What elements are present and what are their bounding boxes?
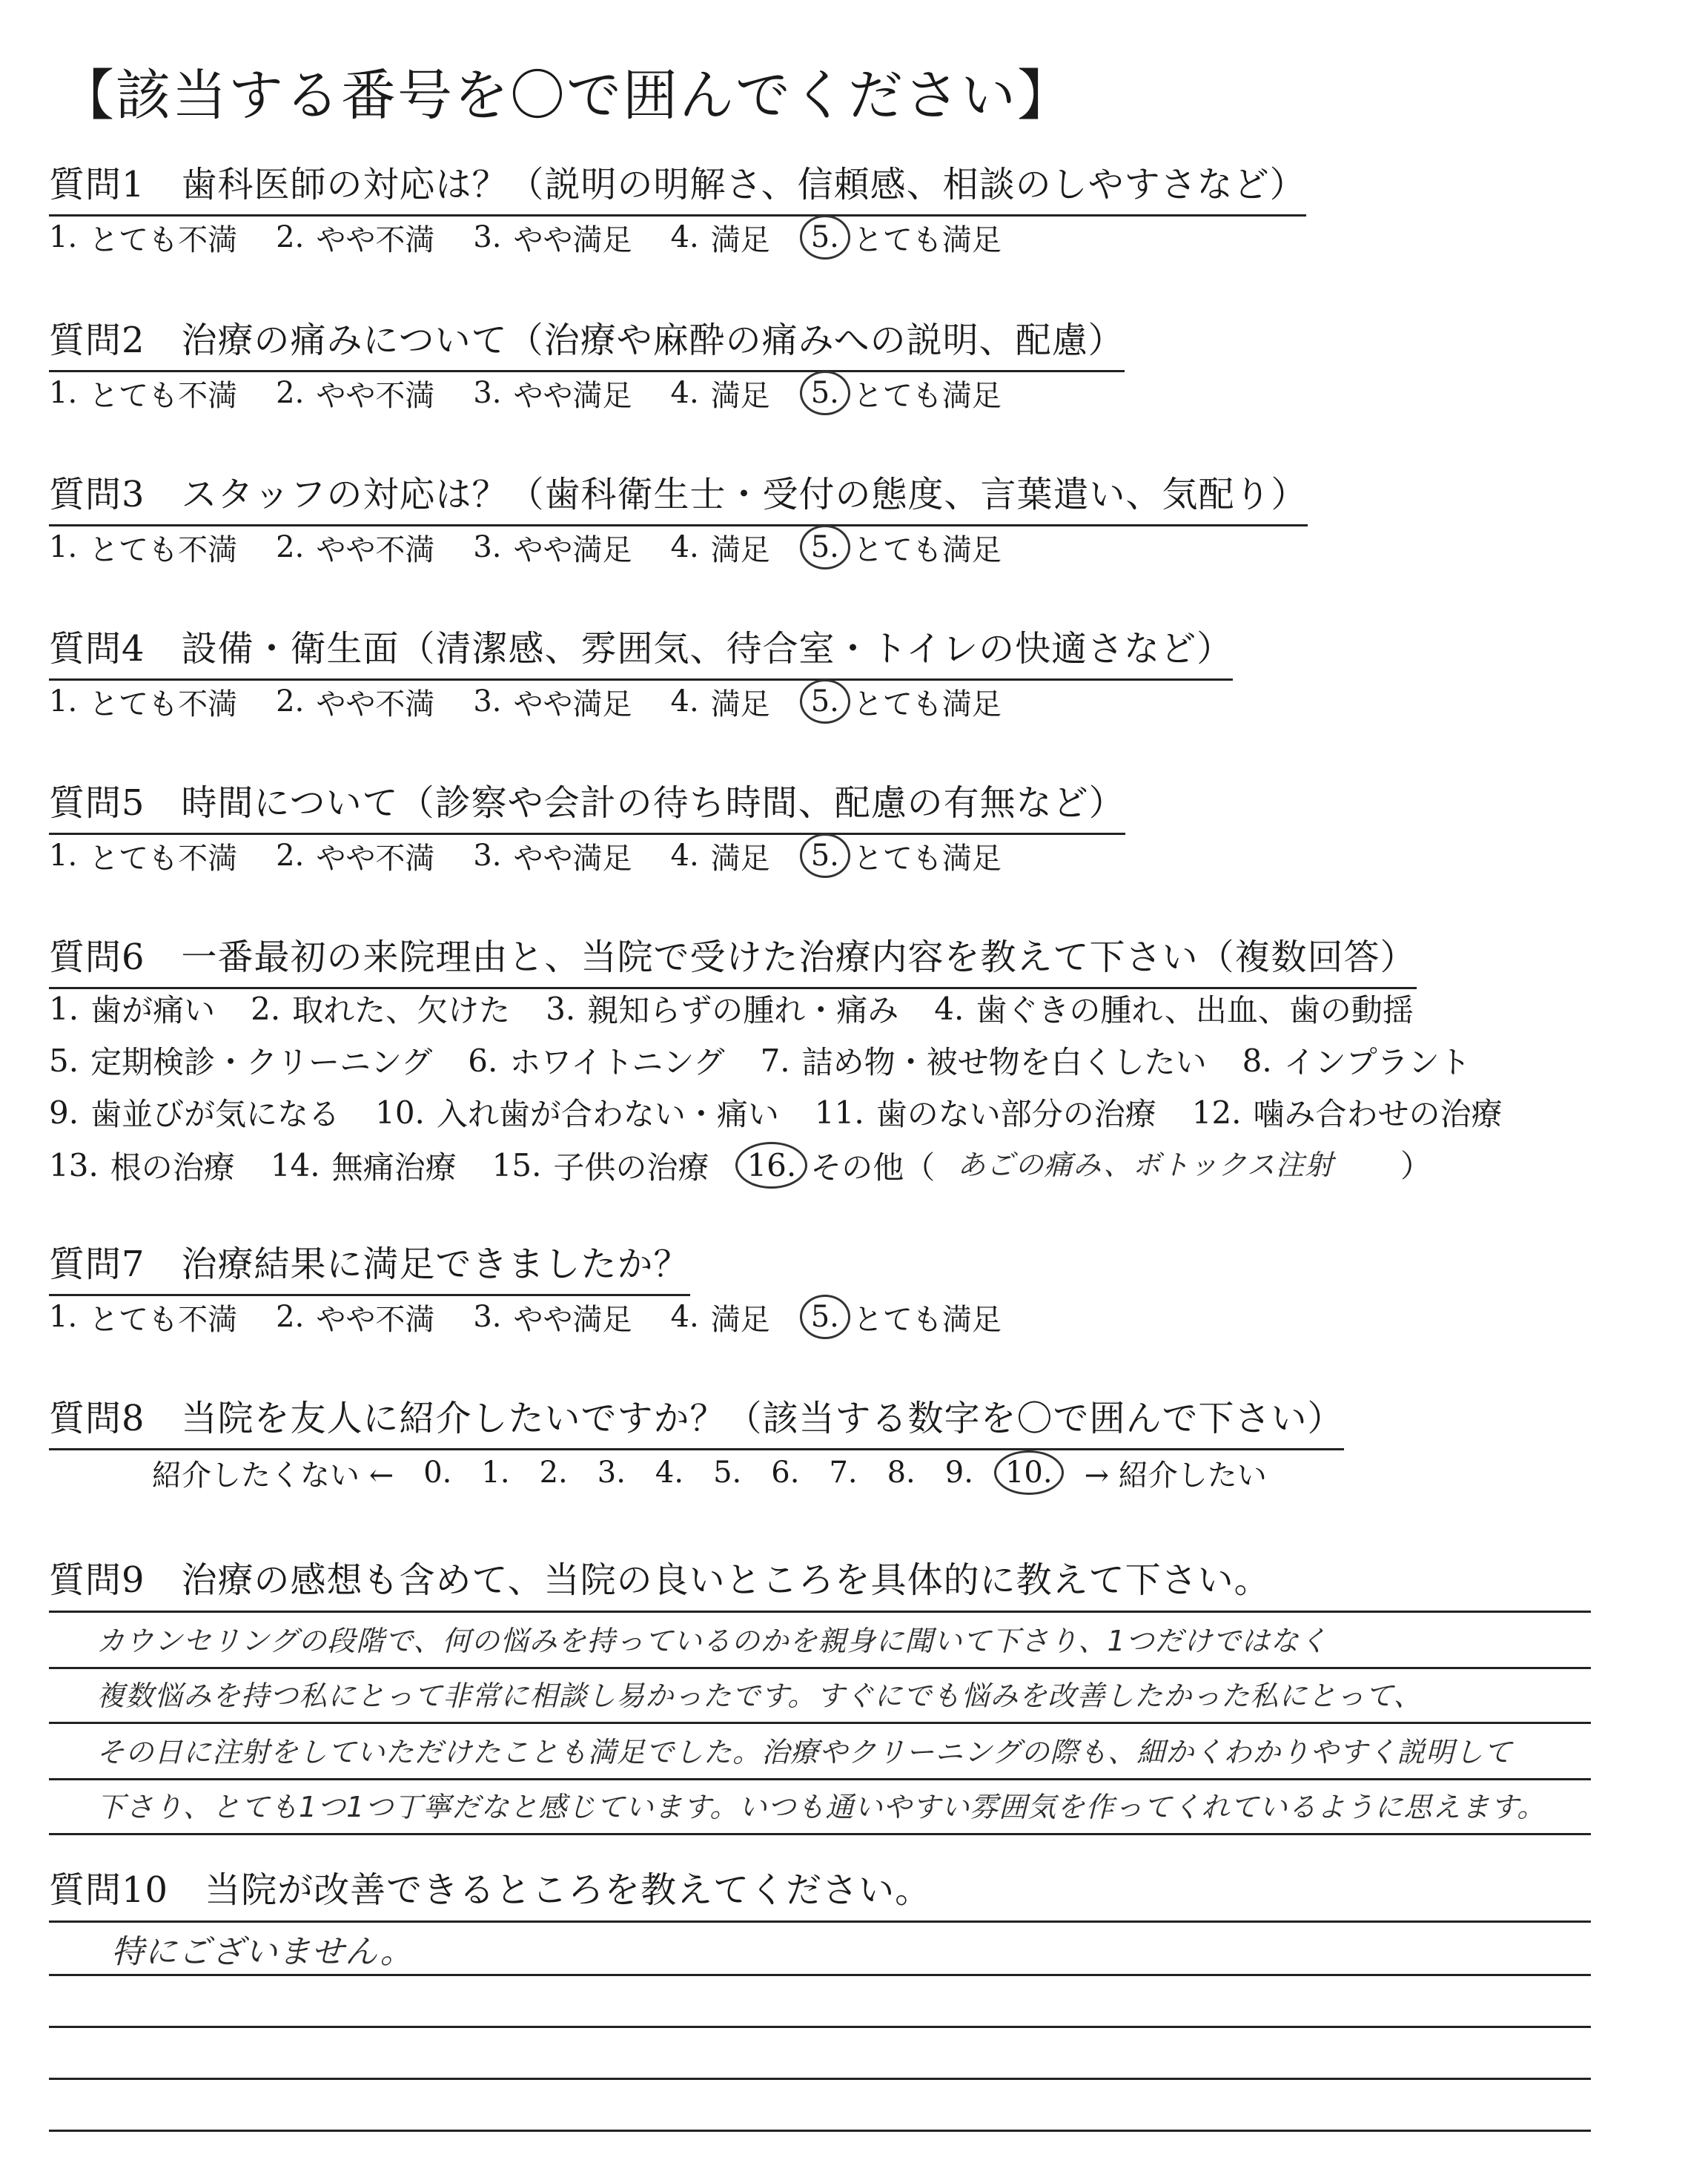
q6-option-7[interactable]: 7. 詰め物・被せ物を白くしたい <box>760 1042 1207 1080</box>
q9-rule-top <box>49 1611 1591 1613</box>
q6-option-1[interactable]: 1. 歯が痛い <box>49 990 216 1028</box>
q4-option-4[interactable]: 4. 満足 <box>670 684 770 721</box>
q6-row-4 <box>49 1142 1431 1189</box>
q8-option-9[interactable]: 9. <box>944 1456 973 1490</box>
q6-row-1 <box>49 986 1449 1031</box>
q3-option-1[interactable]: 1. とても不満 <box>49 530 238 567</box>
form-header: 【該当する番号を〇で囲んでください】 <box>59 64 1073 128</box>
q4-title: 質問4 設備・衛生面（清潔感、雰囲気、待合室・トイレの快適さなど） <box>49 620 1233 681</box>
q8-scale <box>152 1450 1267 1495</box>
q7-options <box>49 1295 1040 1339</box>
q3-options <box>49 525 1040 569</box>
q8-option-3[interactable]: 3. <box>597 1456 626 1490</box>
q9-rule-2 <box>49 1722 1591 1724</box>
q6-option-6[interactable]: 6. ホワイトニング <box>468 1042 725 1080</box>
q5-title: 質問5 時間について（診察や会計の待ち時間、配慮の有無など） <box>49 774 1125 835</box>
q10-rule-2 <box>49 2026 1591 2028</box>
q4-option-5-selected[interactable]: 5. とても満足 <box>809 679 1002 724</box>
q1-option-3[interactable]: 3. やや満足 <box>473 220 632 257</box>
q9-rule-1 <box>49 1667 1591 1669</box>
q1-option-1[interactable]: 1. とても不満 <box>49 220 238 257</box>
q9-rule-3 <box>49 1778 1591 1780</box>
q6-option-3[interactable]: 3. 親知らずの腫れ・痛み <box>546 990 899 1028</box>
q1-option-2[interactable]: 2. やや不満 <box>276 220 435 257</box>
q6-row-3 <box>49 1090 1538 1135</box>
q7-title: 質問7 治療結果に満足できましたか？ <box>49 1235 690 1296</box>
q1-option-4[interactable]: 4. 満足 <box>670 220 770 257</box>
q7-option-4[interactable]: 4. 満足 <box>670 1300 770 1337</box>
q3-title: 質問3 スタッフの対応は？（歯科衛生士・受付の態度、言葉遣い、気配り） <box>49 466 1308 526</box>
q8-option-4[interactable]: 4. <box>655 1456 684 1490</box>
q8-option-0[interactable]: 0. <box>423 1456 452 1490</box>
q7-option-2[interactable]: 2. やや不満 <box>276 1300 435 1337</box>
q4-option-1[interactable]: 1. とても不満 <box>49 684 238 721</box>
q6-option-10[interactable]: 10. 入れ歯が合わない・痛い <box>375 1094 779 1132</box>
q6-option-16-selected[interactable]: 16. その他（ <box>744 1142 935 1189</box>
q6-option-4[interactable]: 4. 歯ぐきの腫れ、出血、歯の動揺 <box>934 990 1414 1028</box>
q6-option-12[interactable]: 12. 噛み合わせの治療 <box>1191 1094 1503 1132</box>
q10-title: 質問10 当院が改善できるところを教えてください。 <box>49 1869 932 1911</box>
q6-option-9[interactable]: 9. 歯並びが気になる <box>49 1094 340 1132</box>
q4-option-3[interactable]: 3. やや満足 <box>473 684 632 721</box>
q2-title: 質問2 治療の痛みについて（治療や麻酔の痛みへの説明、配慮） <box>49 311 1125 372</box>
q2-option-5-selected[interactable]: 5. とても満足 <box>809 371 1002 415</box>
q6-other-close: ） <box>1400 1148 1432 1184</box>
q6-other-handwritten[interactable]: あごの痛み、ボトックス注射 <box>957 1149 1334 1181</box>
q5-option-2[interactable]: 2. やや不満 <box>276 839 435 876</box>
q8-option-6[interactable]: 6. <box>771 1456 800 1490</box>
q6-option-8[interactable]: 8. インプラント <box>1242 1042 1471 1080</box>
q10-rule-4 <box>49 2130 1591 2132</box>
q9-answer-line-4[interactable]: 下さり、とても1つ1つ丁寧だなと感じています。いつも通いやすい雰囲気を作ってくれているように思えます。 <box>96 1791 1546 1823</box>
q5-option-1[interactable]: 1. とても不満 <box>49 839 238 876</box>
q5-options <box>49 833 1040 878</box>
q3-option-5-selected[interactable]: 5. とても満足 <box>809 525 1002 569</box>
q3-option-3[interactable]: 3. やや満足 <box>473 530 632 567</box>
q2-option-1[interactable]: 1. とても不満 <box>49 376 238 413</box>
q2-option-4[interactable]: 4. 満足 <box>670 376 770 413</box>
q8-option-5[interactable]: 5. <box>713 1456 742 1490</box>
q9-answer-line-2[interactable]: 複数悩みを持つ私にとって非常に相談し易かったです。すぐにでも悩みを改善したかった私にとって、 <box>96 1680 1423 1712</box>
q3-option-2[interactable]: 2. やや不満 <box>276 530 435 567</box>
q6-row-2 <box>49 1038 1506 1083</box>
q8-left-label: 紹介したくない ← <box>152 1458 394 1493</box>
q10-rule-top <box>49 1920 1591 1923</box>
q6-option-2[interactable]: 2. 取れた、欠けた <box>251 990 511 1028</box>
q6-option-5[interactable]: 5. 定期検診・クリーニング <box>49 1042 433 1080</box>
q10-answer-line-1[interactable]: 特にございません。 <box>111 1933 414 1971</box>
q5-option-3[interactable]: 3. やや満足 <box>473 839 632 876</box>
q5-option-5-selected[interactable]: 5. とても満足 <box>809 833 1002 878</box>
q2-option-3[interactable]: 3. やや満足 <box>473 376 632 413</box>
q8-option-10-selected[interactable]: 10. <box>1003 1450 1055 1495</box>
q9-answer-line-3[interactable]: その日に注射をしていただけたことも満足でした。治療やクリーニングの際も、細かくわかりやすく説明して <box>96 1736 1513 1768</box>
q1-options <box>49 215 1040 260</box>
q6-option-13[interactable]: 13. 根の治療 <box>49 1147 235 1186</box>
q10-rule-1 <box>49 1974 1591 1976</box>
q4-options <box>49 679 1040 724</box>
q8-option-8[interactable]: 8. <box>887 1456 916 1490</box>
q8-option-2[interactable]: 2. <box>539 1456 568 1490</box>
q6-option-14[interactable]: 14. 無痛治療 <box>270 1147 457 1186</box>
q7-option-5-selected[interactable]: 5. とても満足 <box>809 1295 1002 1339</box>
q2-option-2[interactable]: 2. やや不満 <box>276 376 435 413</box>
q7-option-1[interactable]: 1. とても不満 <box>49 1300 238 1337</box>
q9-rule-4 <box>49 1833 1591 1835</box>
q7-option-3[interactable]: 3. やや満足 <box>473 1300 632 1337</box>
q8-option-7[interactable]: 7. <box>829 1456 858 1490</box>
q6-title: 質問6 一番最初の来院理由と、当院で受けた治療内容を教えて下さい（複数回答） <box>49 928 1417 989</box>
q6-option-15[interactable]: 15. 子供の治療 <box>491 1147 709 1186</box>
q1-option-5-selected[interactable]: 5. とても満足 <box>809 215 1002 260</box>
q5-option-4[interactable]: 4. 満足 <box>670 839 770 876</box>
q10-rule-3 <box>49 2078 1591 2080</box>
q3-option-4[interactable]: 4. 満足 <box>670 530 770 567</box>
q8-right-label: → 紹介したい <box>1084 1458 1267 1493</box>
q1-title: 質問1 歯科医師の対応は？（説明の明解さ、信頼感、相談のしやすさなど） <box>49 156 1306 217</box>
q2-options <box>49 371 1040 415</box>
q9-answer-line-1[interactable]: カウンセリングの段階で、何の悩みを持っているのかを親身に聞いて下さり、1つだけではなく <box>96 1625 1328 1657</box>
q8-title: 質問8 当院を友人に紹介したいですか？（該当する数字を〇で囲んで下さい） <box>49 1390 1344 1450</box>
q6-option-11[interactable]: 11. 歯のない部分の治療 <box>814 1094 1156 1132</box>
q8-option-1[interactable]: 1. <box>481 1456 510 1490</box>
q9-title: 質問9 治療の感想も含めて、当院の良いところを具体的に教えて下さい。 <box>49 1559 1271 1601</box>
q4-option-2[interactable]: 2. やや不満 <box>276 684 435 721</box>
